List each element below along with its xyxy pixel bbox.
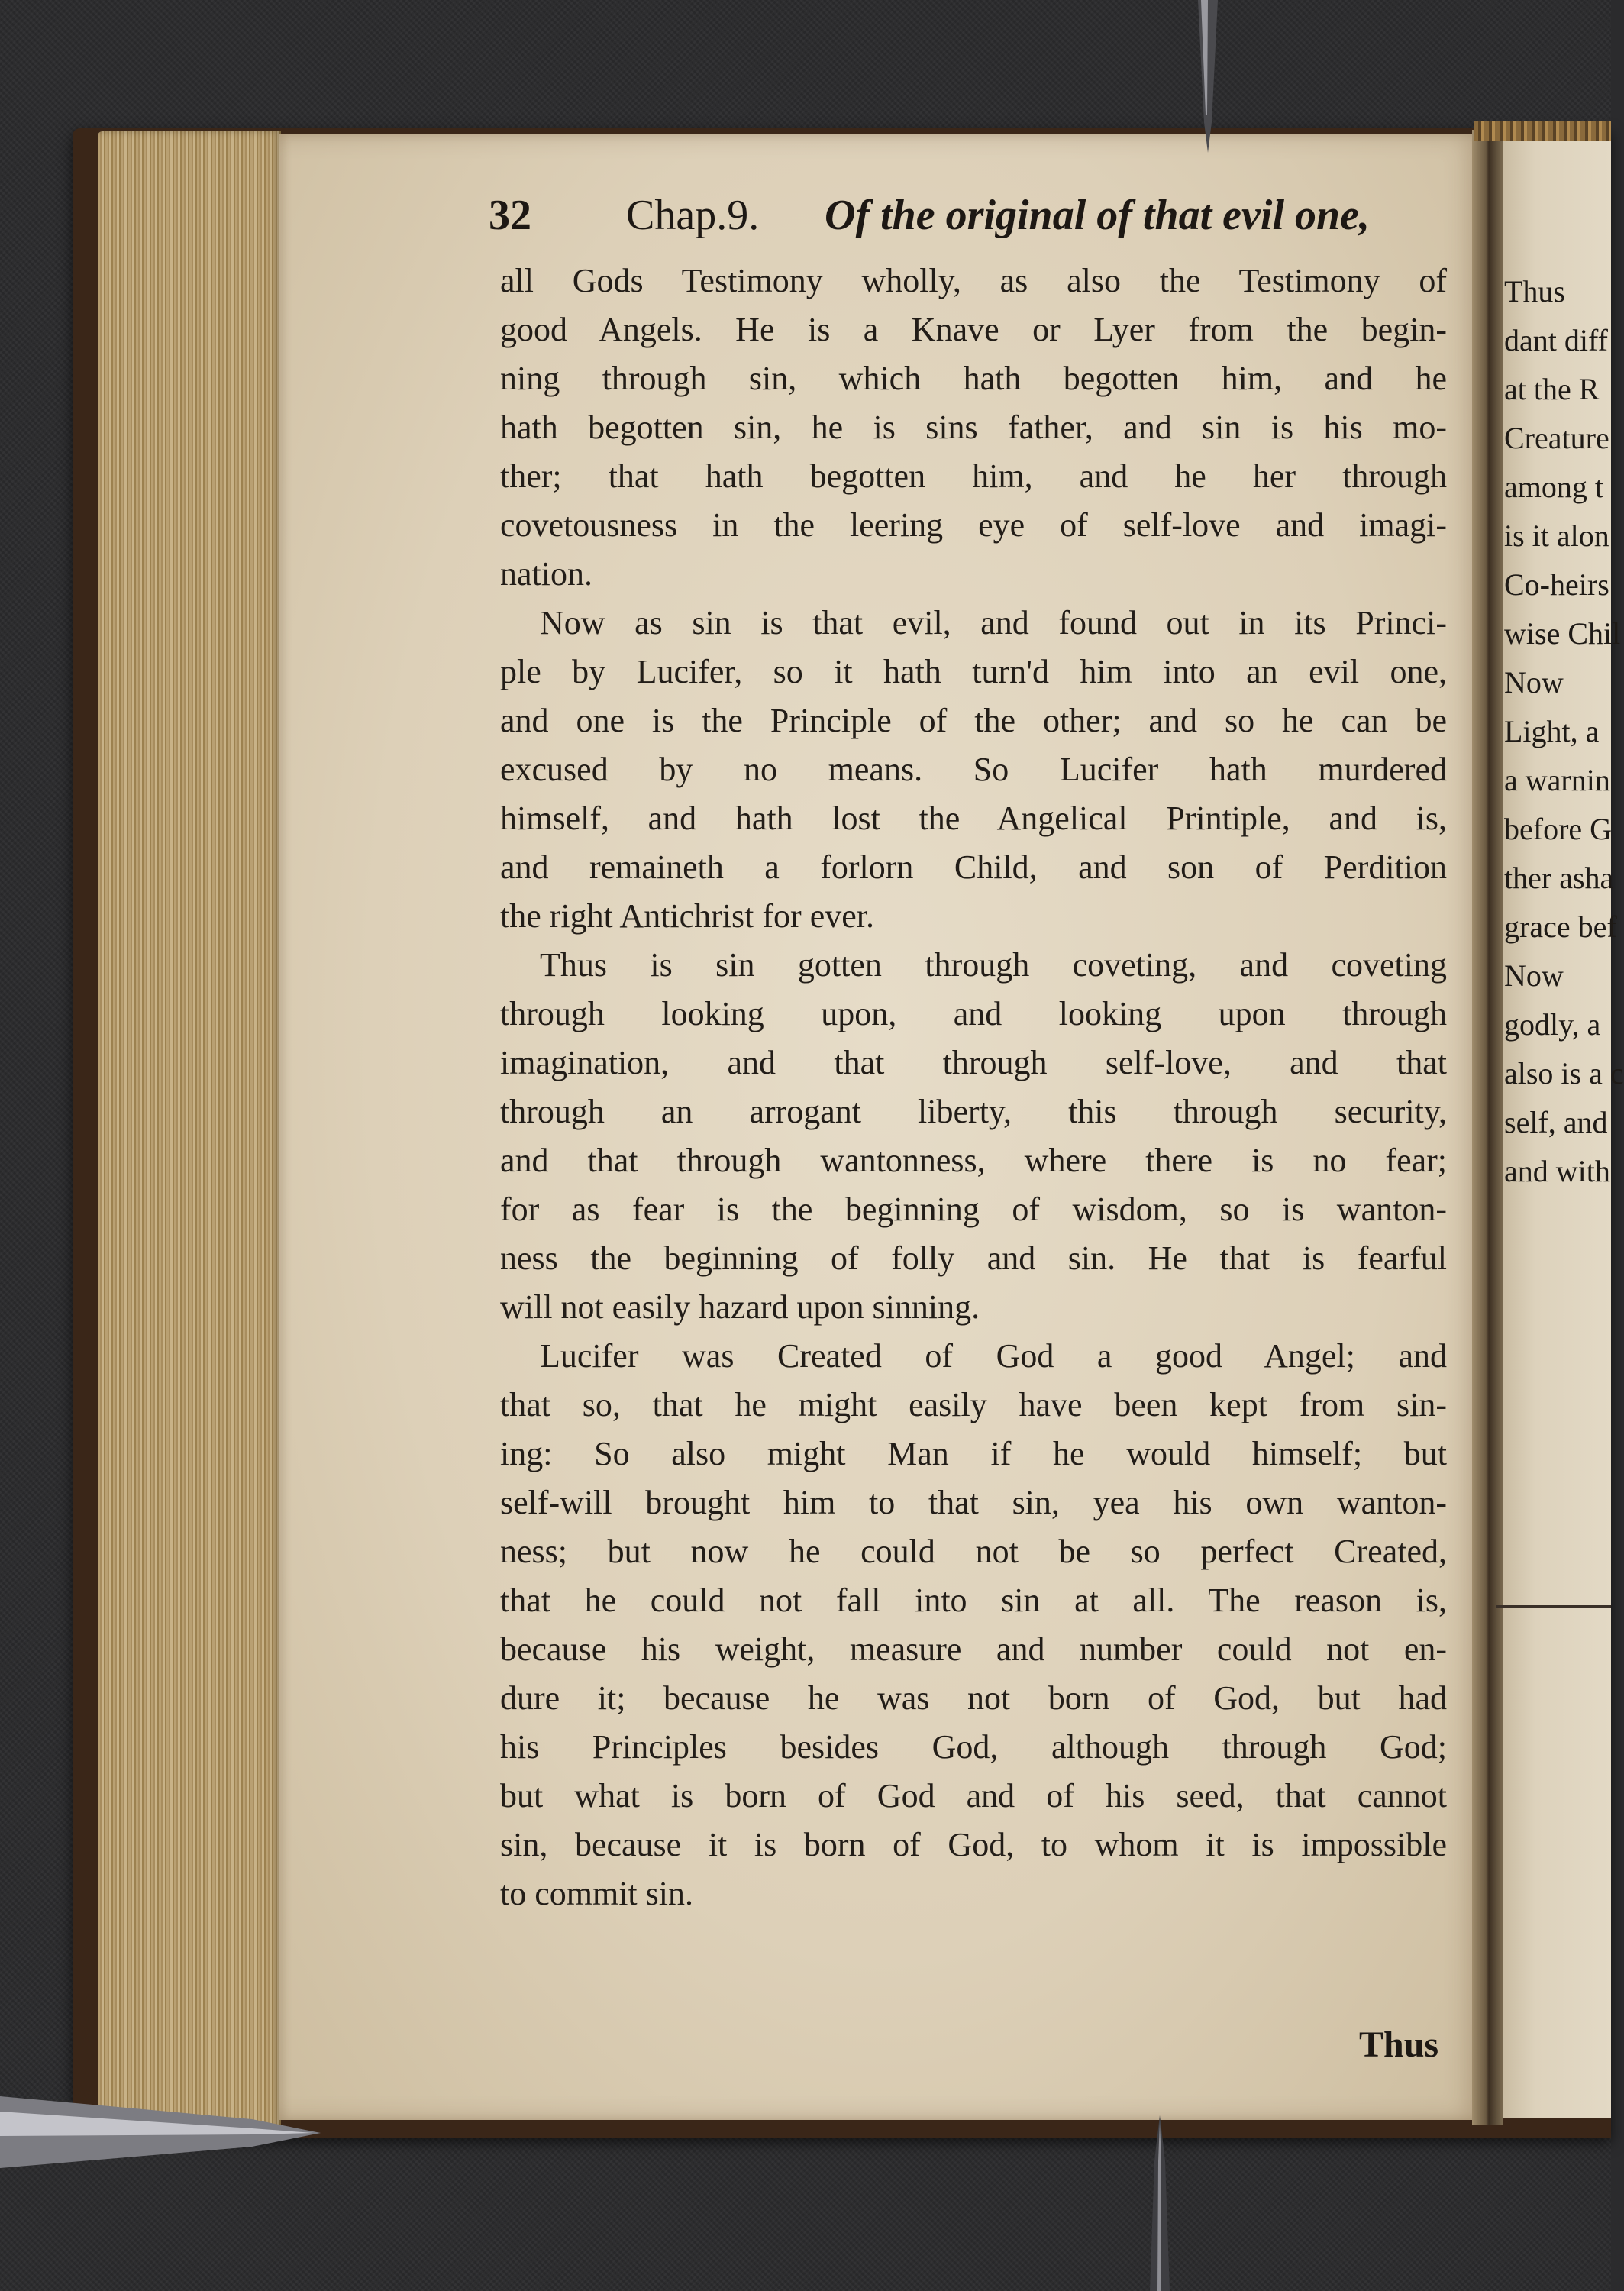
recto-line: Now xyxy=(1504,665,1564,700)
text-line: for as fear is the beginning of wisdom, so is wanton- xyxy=(500,1191,1447,1228)
text-line: dure it; because he was not born of God, but had xyxy=(500,1679,1447,1717)
text-line: hath begotten sin, he is sins father, and sin is his mo- xyxy=(500,409,1447,446)
page-number: 32 xyxy=(489,192,531,239)
text-line: Lucifer was Created of God a good Angel; and xyxy=(540,1337,1447,1375)
recto-line: Co-heirs xyxy=(1504,567,1609,602)
book-gutter xyxy=(1472,130,1503,2125)
recto-line: at the R xyxy=(1504,372,1600,406)
text-line: Thus is sin gotten through coveting, and coveting xyxy=(540,946,1447,984)
recto-rule xyxy=(1496,1605,1611,1608)
text-line: sin, because it is born of God, to whom it is impossible xyxy=(500,1826,1447,1863)
text-line: and that through wantonness, where there is no fear; xyxy=(500,1142,1447,1179)
text-line: ing: So also might Man if he would himself; but xyxy=(500,1435,1447,1472)
text-line: ple by Lucifer, so it hath turn'd him into an evil one, xyxy=(500,653,1447,690)
recto-line: grace bef xyxy=(1504,910,1617,944)
recto-line: a warnin xyxy=(1504,763,1610,797)
text-line: his Principles besides God, although through God; xyxy=(500,1728,1447,1766)
text-line: that so, that he might easily have been kept from sin- xyxy=(500,1386,1447,1423)
recto-line: Now xyxy=(1504,958,1564,993)
recto-line: godly, a xyxy=(1504,1007,1601,1042)
text-line: that he could not fall into sin at all. The reason is, xyxy=(500,1582,1447,1619)
text-line: self-will brought him to that sin, yea his own wanton- xyxy=(500,1484,1447,1521)
text-line: through looking upon, and looking upon through xyxy=(500,995,1447,1032)
headband xyxy=(1474,121,1611,141)
text-line: excused by no means. So Lucifer hath murdered xyxy=(500,751,1447,788)
recto-line: also is a c xyxy=(1504,1056,1624,1091)
page-weight-top xyxy=(1195,0,1221,153)
page-weight-left xyxy=(0,2089,321,2173)
recto-line: ther asha xyxy=(1504,861,1614,895)
text-line: Now as sin is that evil, and found out in its Princi- xyxy=(540,604,1447,641)
recto-line: dant diff xyxy=(1504,323,1608,357)
text-line: himself, and hath lost the Angelical Printiple, and is, xyxy=(500,800,1447,837)
chapter-label: Chap.9. xyxy=(626,192,760,239)
text-line: nation. xyxy=(500,555,592,593)
text-line: covetousness in the leering eye of self-love and imagi- xyxy=(500,506,1447,544)
text-line: all Gods Testimony wholly, as also the Testimony of xyxy=(500,262,1447,299)
page-edges xyxy=(98,131,281,2129)
recto-line: wise Chil xyxy=(1504,616,1621,651)
text-line: will not easily hazard upon sinning. xyxy=(500,1288,980,1326)
text-line: ness the beginning of folly and sin. He that is fearful xyxy=(500,1239,1447,1277)
recto-line: Light, a xyxy=(1504,714,1600,748)
text-line: imagination, and that through self-love, and that xyxy=(500,1044,1447,1081)
running-title: Of the original of that evil one, xyxy=(825,192,1370,239)
text-line: through an arrogant liberty, this through security, xyxy=(500,1093,1447,1130)
text-line: the right Antichrist for ever. xyxy=(500,897,874,935)
catchword: Thus xyxy=(1359,2024,1439,2065)
body-text xyxy=(500,257,1447,1918)
text-line: ther; that hath begotten him, and he her through xyxy=(500,457,1447,495)
text-line: but what is born of God and of his seed, that cannot xyxy=(500,1777,1447,1814)
text-line: good Angels. He is a Knave or Lyer from the begin- xyxy=(500,311,1447,348)
recto-line: before G xyxy=(1504,812,1613,846)
recto-line: Thus xyxy=(1504,274,1565,309)
recto-text-fragments xyxy=(1504,267,1624,1196)
text-line: ness; but now he could not be so perfect Created, xyxy=(500,1533,1447,1570)
running-header xyxy=(489,191,1435,250)
text-line: and one is the Principle of the other; and so he can be xyxy=(500,702,1447,739)
text-line: and remaineth a forlorn Child, and son of Perdition xyxy=(500,848,1447,886)
page-weight-bottom xyxy=(1147,2115,1173,2291)
text-line: because his weight, measure and number could not en- xyxy=(500,1630,1447,1668)
text-line: ning through sin, which hath begotten him, and he xyxy=(500,360,1447,397)
recto-line: Creature xyxy=(1504,421,1609,455)
recto-line: is it alon xyxy=(1504,519,1609,553)
recto-line: among t xyxy=(1504,470,1603,504)
recto-line: and with xyxy=(1504,1154,1610,1188)
text-line: to commit sin. xyxy=(500,1875,693,1912)
recto-line: self, and xyxy=(1504,1105,1608,1139)
